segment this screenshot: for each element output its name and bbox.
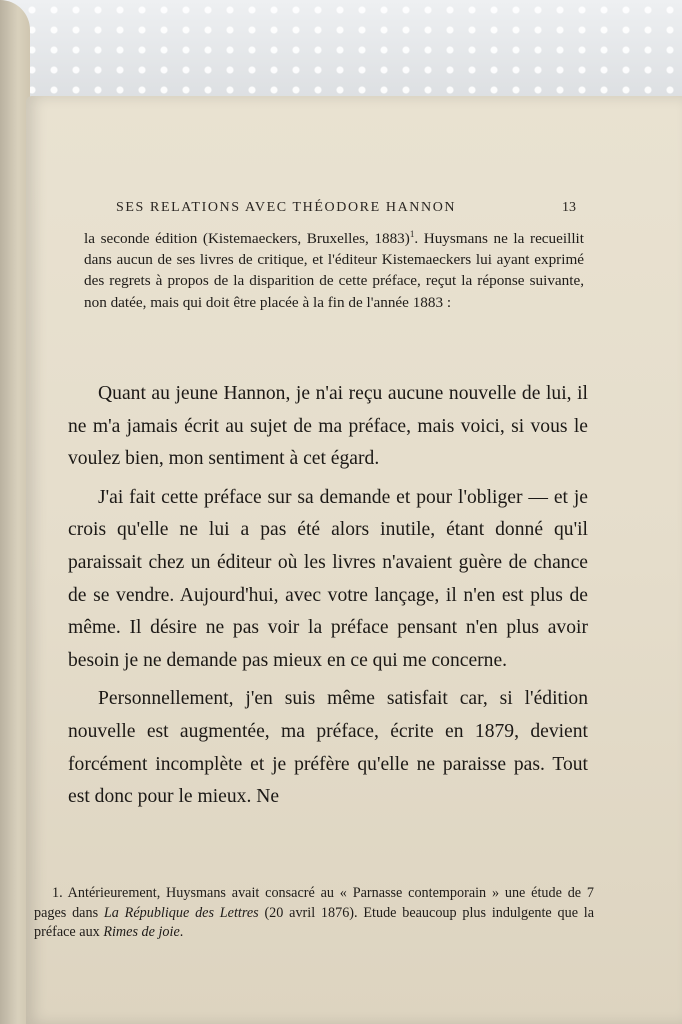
running-title: SES RELATIONS AVEC THÉODORE HANNON — [116, 200, 457, 215]
footnote-ref: 1 — [409, 228, 415, 239]
footnote-journal-title: La République des Lettres — [103, 904, 259, 921]
running-header — [116, 200, 576, 216]
quoted-letter — [68, 378, 588, 820]
footnote — [34, 884, 594, 943]
footnote-text-c: . — [179, 924, 184, 940]
footnote-book-title: Rimes de joie — [103, 924, 180, 940]
intro-text-a: la seconde édition (Kistemaeckers, Bruxelles, 1883) — [84, 230, 410, 247]
intro-paragraph — [84, 228, 584, 313]
letter-paragraph-2: J'ai fait cette préface sur sa demande et pour l'obliger — et je crois qu'elle ne lui a pas été alors inutile, étant donné qu'il paraissait chez un éditeur où les livres n'avaient guère de chance de se vendre. Aujourd'hui, avec votre lançage, il n'en est plus de même. Il désire ne pas voir la préface pensant n'en plus avoir besoin je ne demande pas mieux en ce qui me concerne. — [68, 486, 588, 671]
footnote-text-a: Antérieurement, Huysmans avait consacré au « Parnasse contemporain » une étude de 7 pages dans — [34, 885, 594, 921]
intro-text-b: . Huysmans ne la recueillit dans aucun de ses livres de critique, et l'éditeur Kistemaeckers lui ayant exprimé des regrets à propos de la disparition de cette préface, reçut la réponse suivante, non datée, mais qui doit être placée à la fin de l'année 1883 : — [84, 230, 584, 311]
footnote-text-b: (20 avril 1876). Etude beaucoup plus indulgente que la préface aux — [34, 904, 595, 940]
letter-paragraph-3: Personnellement, j'en suis même satisfait car, si l'édition nouvelle est augmentée, ma préface, écrite en 1879, devient forcément incomplète et je préfère qu'elle ne paraisse pas. Tout est donc pour le mieux. Ne — [68, 688, 588, 808]
footnote-number: 1. — [52, 885, 63, 901]
letter-paragraph-1: Quant au jeune Hannon, je n'ai reçu aucune nouvelle de lui, il ne m'a jamais écrit au sujet de ma préface, mais voici, si vous le voulez bien, mon sentiment à cet égard. — [68, 383, 588, 470]
page-number: 13 — [562, 200, 576, 215]
